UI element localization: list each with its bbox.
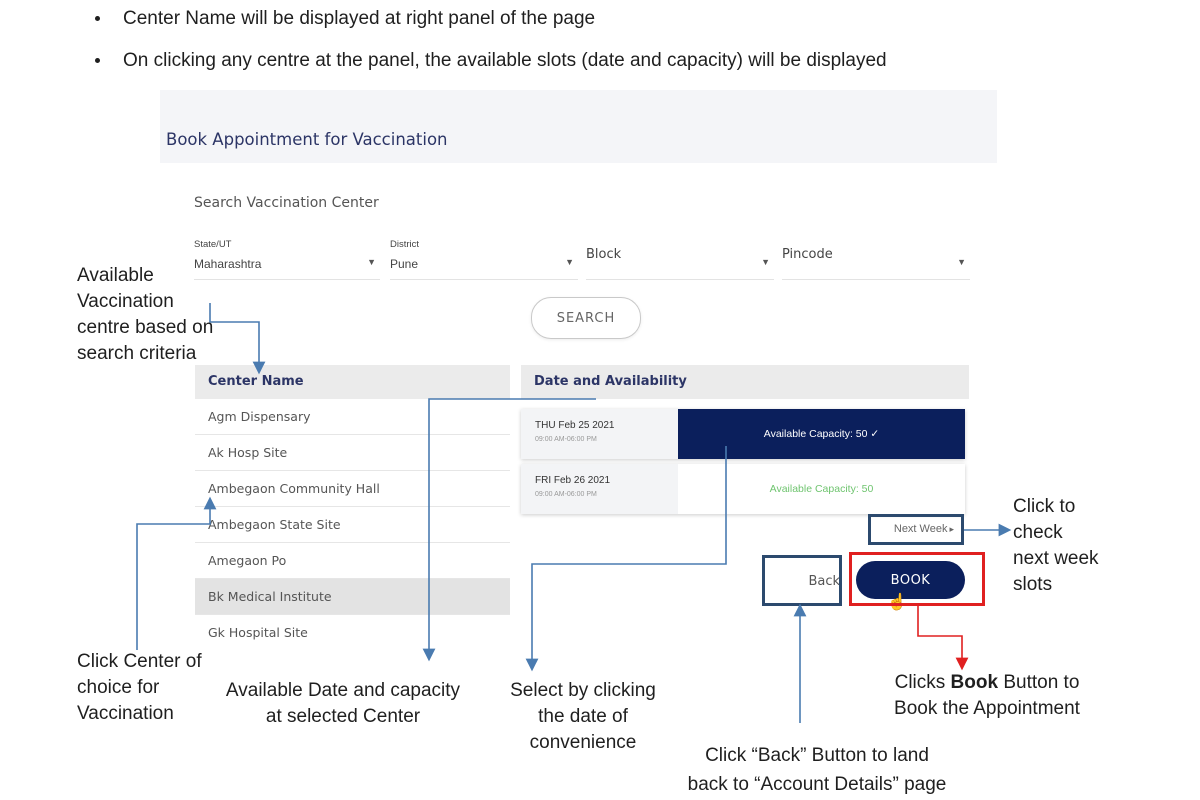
search-button[interactable]: SEARCH — [531, 297, 641, 339]
slot-card[interactable] — [521, 409, 965, 459]
block-select[interactable] — [586, 235, 774, 280]
annotation-line: Book the Appointment — [894, 698, 1080, 719]
annotation-line: convenience — [529, 732, 637, 753]
annotation-line: at selected Center — [265, 706, 421, 727]
slot-capacity-text: Available Capacity: 50 — [769, 483, 874, 495]
slot-capacity-text: Available Capacity: 50 — [763, 428, 868, 440]
bullet-dot — [95, 16, 100, 21]
chevron-down-icon: ▼ — [957, 257, 966, 267]
annotation-line: check — [1013, 522, 1063, 543]
state-value: Maharashtra — [194, 257, 262, 271]
center-list-item[interactable]: Amegaon Po — [195, 543, 510, 579]
block-placeholder: Block — [586, 247, 622, 262]
slot-date: THU Feb 25 2021 — [535, 420, 615, 431]
chevron-down-icon: ▼ — [761, 257, 770, 267]
annotation-click-center — [77, 649, 202, 727]
annotation-line: centre based on — [77, 317, 214, 338]
book-button[interactable]: BOOK — [856, 561, 965, 599]
district-select[interactable] — [390, 235, 578, 280]
bullet-dot — [95, 58, 100, 63]
date-availability-header: Date and Availability — [521, 365, 969, 399]
annotation-line: Click “Back” Button to land — [705, 745, 929, 766]
next-week-highlight-box — [868, 514, 964, 545]
annotation-back — [660, 741, 974, 799]
chevron-down-icon: ▼ — [367, 257, 376, 267]
app-header — [160, 90, 997, 163]
annotation-select-date — [498, 678, 668, 756]
center-name-header: Center Name — [195, 365, 510, 399]
annotation-prefix: Clicks — [894, 672, 951, 693]
state-select[interactable] — [194, 235, 380, 280]
center-list-item[interactable]: Agm Dispensary — [195, 399, 510, 435]
chevron-right-icon: ▸ — [949, 523, 954, 534]
bullet-text: On clicking any centre at the panel, the available slots (date and capacity) will be displayed — [123, 50, 887, 71]
next-week-label: Next Week — [893, 523, 948, 535]
page-title: Book Appointment for Vaccination — [166, 130, 448, 149]
bullet-text: Center Name will be displayed at right panel of the page — [123, 8, 596, 29]
annotation-line: Select by clicking — [510, 680, 656, 701]
book-highlight-box — [849, 552, 985, 606]
annotation-line: Available Date and capacity — [225, 680, 461, 701]
check-icon: ✓ — [867, 428, 880, 440]
annotation-line: slots — [1013, 574, 1053, 595]
annotation-available-centres — [77, 263, 213, 367]
slot-time: 09:00 AM-06:00 PM — [535, 491, 597, 498]
chevron-down-icon: ▼ — [565, 257, 574, 267]
slot-time: 09:00 AM-06:00 PM — [535, 436, 597, 443]
center-list — [195, 399, 510, 651]
hand-cursor-icon: ☝ — [887, 594, 907, 611]
annotation-line: the date of — [538, 706, 628, 727]
annotation-line: Vaccination — [77, 703, 174, 724]
center-list-item[interactable]: Ambegaon State Site — [195, 507, 510, 543]
annotation-line: search criteria — [77, 343, 197, 364]
slot-capacity-selected[interactable] — [678, 409, 965, 459]
pincode-placeholder: Pincode — [782, 247, 833, 262]
slot-date-area — [521, 409, 678, 459]
pincode-select[interactable] — [782, 235, 970, 280]
slot-date: FRI Feb 26 2021 — [535, 475, 611, 486]
annotation-line: next week — [1013, 548, 1099, 569]
annotation-suffix: Button to — [998, 672, 1080, 693]
back-button[interactable]: Back — [808, 573, 840, 589]
state-label: State/UT — [194, 239, 232, 250]
annotation-book — [880, 670, 1094, 722]
district-label: District — [390, 239, 420, 250]
annotation-line: choice for — [77, 677, 160, 698]
annotation-next-week — [1013, 494, 1099, 598]
annotation-bold: Book — [950, 672, 999, 693]
slot-card[interactable] — [521, 464, 965, 514]
slot-capacity[interactable] — [678, 464, 965, 514]
center-list-item[interactable]: Gk Hospital Site — [208, 625, 308, 640]
slot-date-area — [521, 464, 678, 514]
center-list-item[interactable]: Ak Hosp Site — [195, 435, 510, 471]
annotation-line: back to “Account Details” page — [687, 774, 947, 795]
center-list-item-selected[interactable]: Bk Medical Institute — [195, 579, 510, 615]
district-value: Pune — [390, 257, 419, 271]
back-highlight-box — [762, 555, 842, 606]
center-list-item[interactable]: Ambegaon Community Hall — [195, 471, 510, 507]
annotation-available-date — [209, 678, 477, 730]
annotation-line: Available — [77, 265, 154, 286]
search-section-title: Search Vaccination Center — [194, 195, 379, 211]
annotation-line: Click Center of — [77, 651, 202, 672]
annotation-line — [880, 670, 1094, 696]
annotation-line: Vaccination — [77, 291, 174, 312]
annotation-line: Click to — [1013, 496, 1076, 517]
